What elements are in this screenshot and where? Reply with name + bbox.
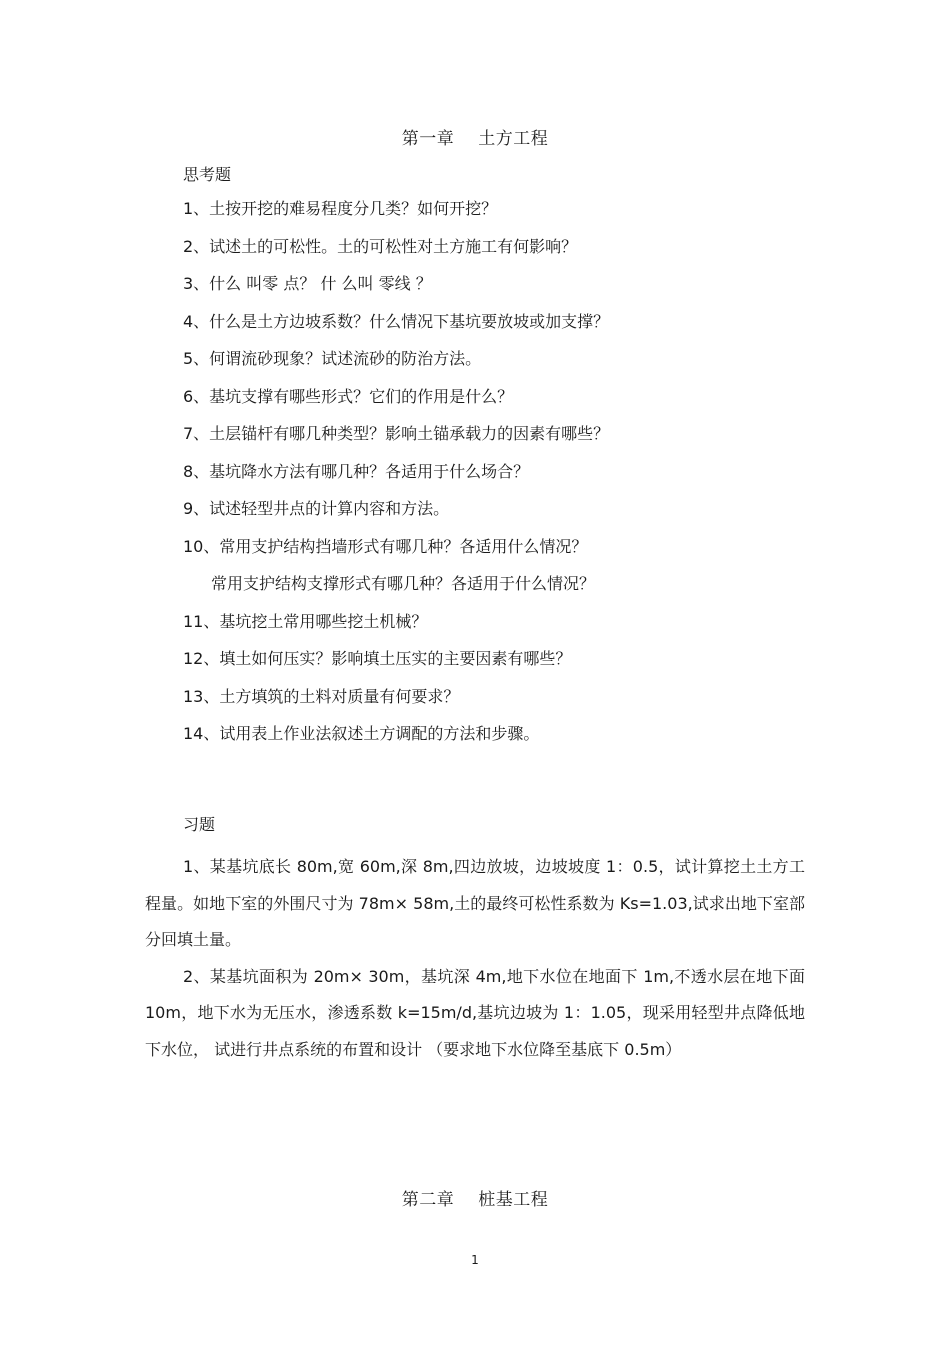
question-item: 13、土方填筑的土料对质量有何要求？ [183,686,460,706]
question-item: 9、试述轻型井点的计算内容和方法。 [183,499,450,518]
question-item: 4、什么是土方边坡系数？什么情况下基坑要放坡或加支撑？ [183,311,610,331]
question-item-continuation: 常用支护结构支撑形式有哪几种？各适用于什么情况？ [211,574,596,593]
problem-item: 2、某基坑面积为 20m× 30m，基坑深 4m,地下水位在地面下 1m,不透水层在地下面 10m，地下水为无压水，渗透系数 k=15m/d,基坑边坡为 1：1.05，现采用轻型井点降低地下水位， 试进行井点系统的布置和设计 （要求地下水位降至基底下 0.5m） [145,966,805,1059]
question-item: 5、何谓流砂现象？试述流砂的防治方法。 [183,349,482,368]
page-number: 1 [471,1253,479,1267]
problems-heading: 习题 [183,815,216,834]
question-item: 8、基坑降水方法有哪几种？各适用于什么场合？ [183,461,530,481]
problem-item: 1、某基坑底长 80m,宽 60m,深 8m,四边放坡，边坡坡度 1：0.5，试计算挖土土方工程量。如地下室的外围尺寸为 78m× 58m,土的最终可松性系数为 Ks=1.03,试求出地下室部分回填土量。 [145,857,805,949]
questions-heading: 思考题 [183,165,232,184]
question-item: 3、什么 叫零 点？ 什 么叫 零线 ？ [183,274,432,293]
question-item: 14、试用表上作业法叙述土方调配的方法和步骤。 [183,724,540,743]
chapter-1-title: 第一章 土方工程 [401,129,549,149]
questions-list [183,197,823,760]
question-item: 6、基坑支撑有哪些形式？它们的作用是什么？ [183,386,514,406]
question-item: 10、常用支护结构挡墙形式有哪几种？各适用什么情况？ [183,536,588,556]
question-item: 12、填土如何压实？影响填土压实的主要因素有哪些？ [183,649,572,668]
question-item: 7、土层锚杆有哪几种类型？影响土锚承载力的因素有哪些？ [183,424,610,443]
question-item: 11、基坑挖土常用哪些挖土机械？ [183,611,428,631]
question-item: 1、土按开挖的难易程度分几类？如何开挖？ [183,199,498,218]
problems-section [145,849,805,1068]
chapter-2-title: 第二章 桩基工程 [401,1190,549,1210]
question-item: 2、试述土的可松性。土的可松性对土方施工有何影响？ [183,236,578,256]
